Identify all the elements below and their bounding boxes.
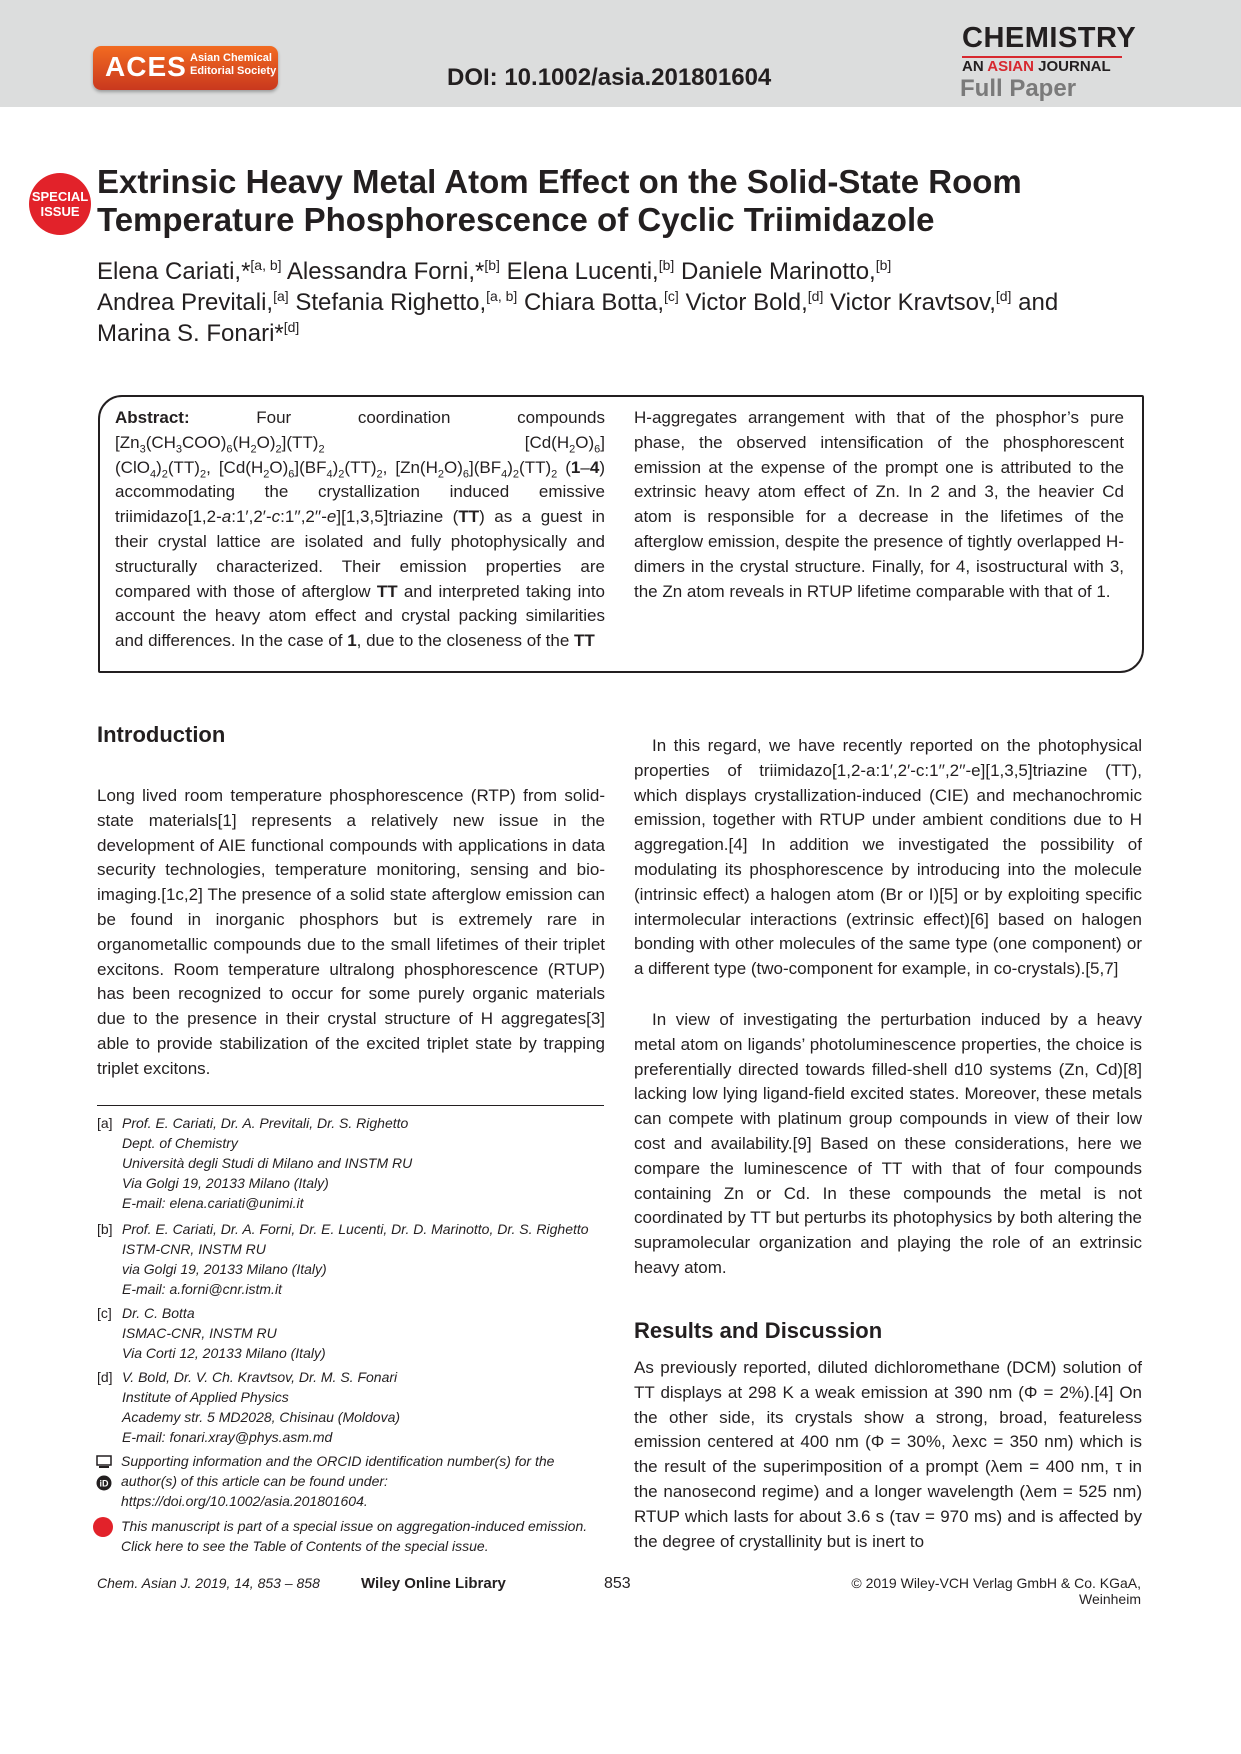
supporting-info-note: Supporting information and the ORCID identification number(s) for the author(s) of this article can be found under: https://doi.org/10.1002/asia.201801604. <box>121 1453 555 1509</box>
right-paragraph-3: As previously reported, diluted dichloromethane (DCM) solution of TT displays at 298 K a weak emission at 390 nm (Φ = 2%).[4] On the other side, its crystals show a strong, broad, featureless emission centered at 400 nm (Φ = 30%, λexc = 350 nm) which is the result of the superimposition of a prompt (λem = 400 nm, τ in the nanosecond regime) and a longer wavelength (λem = 525 nm) RTUP which lasts for about 3.6 s (τav = 970 ms) and is affected by the degree of crystallinity but is inert to <box>634 1358 1142 1551</box>
right-paragraph-1: In this regard, we have recently reported on the photophysical properties of triimidazo[1,2-a:1′,2′-c:1′′,2′′-e][1,3,5]triazine (TT), which displays crystallization-induced (CIE) and mechanochromic emission, together with RTUP under ambient conditions due to H aggregation.[4] In addition we investigated the possibility of modulating its phosphorescence by introducing into the molecule (intrinsic effect) a halogen atom (Br or I)[5] or by exploiting specific intermolecular interactions (extrinsic effect)[6] based on halogen bonding with other molecules of the same type (one component) or a different type (two-component for example, in co-crystals).[5,7] <box>634 736 1142 979</box>
author-list: Elena Cariati,*[a, b] Alessandra Forni,*[b] Elena Lucenti,[b] Daniele Marinotto,[b] Andrea Previtali,[a] Stefania Righetto,[a, b] Chiara Botta,[c] Victor Bold,[d] Victor Kravtsov,[d] and Marina S. Fonari*[d] <box>97 257 1059 347</box>
page-number: 853 <box>604 1575 631 1592</box>
affiliation-d: [d] V. Bold, Dr. V. Ch. Kravtsov, Dr. M. S. Fonari Institute of Applied Physics Academy str. 5 MD2028, Chisinau (Moldova) E-mail: fonari.xray@phys.asm.md <box>97 1367 607 1447</box>
abstract-left-column: Abstract: Four coordination compounds $[Zn_3(CH_3COO)_6(H_2O)_2](TT)_2$ $[Cd(H_2O)_6](ClO_4)_2(TT)_2$, $[Cd(H_2O)_6](BF_4)_2(TT)_2$, $[Zn(H_2O)_6](BF_4)_2(TT)_2$ (1–4) accommodating the crystallization induced emissive triimidazo[1,2-a:1′,2′-c:1′′,2′′-e][1,3,5]triazine (TT) as a guest in their crystal lattice are isolated and fully photophysically and structurally characterized. Their emission properties are compared with those of afterglow TT and interpreted taking into account the heavy atom effect and crystal packing similarities and differences. In the case of 1, due to the closeness of the TT <box>115 408 606 651</box>
intro-paragraph: Long lived room temperature phosphorescence (RTP) from solid-state materials[1] represents a relatively new issue in the development of AIE functional compounds with applications in data security technologies, temperature monitoring, sensing and bio-imaging.[1c,2] The presence of a solid state afterglow emission can be found in inorganic phosphors but is extremely rare in organometallic compounds due to the small lifetimes of their triplet excitons. Room temperature ultralong phosphorescence (RTUP) has been recognized to occur for some purely organic materials due to the presence in their crystal structure of H aggregates[3] able to provide stabilization of the excited triplet state by trapping triplet excitons. <box>97 786 605 1078</box>
results-heading: Results and Discussion <box>634 1318 883 1343</box>
svg-text:iD: iD <box>99 1478 109 1489</box>
doi[interactable]: DOI: 10.1002/asia.201801604 <box>447 64 772 91</box>
aces-logo-word: ACES <box>105 51 187 82</box>
email-link[interactable]: E-mail: a.forni@cnr.istm.it <box>122 1281 282 1297</box>
affiliation-divider <box>97 1105 604 1106</box>
journal-title: CHEMISTRY <box>962 22 1137 54</box>
journal-subtitle: AN ASIAN JOURNAL <box>962 58 1111 75</box>
special-issue-badge[interactable]: SPECIAL ISSUE <box>29 173 91 235</box>
affiliation-c: [c] Dr. C. Botta ISMAC-CNR, INSTM RU Via Corti 12, 20133 Milano (Italy) <box>97 1305 326 1361</box>
aces-logo-subtitle: Asian Chemical Editorial Society <box>190 52 277 77</box>
email-link[interactable]: E-mail: elena.cariati@unimi.it <box>122 1195 304 1211</box>
footer-library[interactable]: Wiley Online Library <box>361 1575 506 1592</box>
aces-logo[interactable] <box>93 46 278 90</box>
email-link[interactable]: E-mail: fonari.xray@phys.asm.md <box>122 1429 333 1445</box>
affiliation-b: [b] Prof. E. Cariati, Dr. A. Forni, Dr. E. Lucenti, Dr. D. Marinotto, Dr. S. Righetto ISTM-CNR, INSTM RU via Golgi 19, 20133 Milano (Italy) E-mail: a.forni@cnr.istm.it <box>97 1219 607 1299</box>
abstract-right-column: H-aggregates arrangement with that of the phosphor’s pure phase, the observed intensification of the phosphorescent emission at the expense of the prompt one is attributed to the extrinsic heavy atom effect of Zn. In 2 and 3, the heavier Cd atom is responsible for a decrease in the lifetimes of the afterglow emission, despite the presence of tightly overlapped H-dimers in the crystal structure. Finally, for 4, isostructural with 3, the Zn atom reveals in RTUP lifetime comparable with that of 1. <box>634 408 1124 601</box>
special-issue-note: This manuscript is part of a special issue on aggregation-induced emission. Click here to see the Table of Contents of the special issue. <box>121 1518 588 1554</box>
intro-heading: Introduction <box>97 722 226 747</box>
article-title: Extrinsic Heavy Metal Atom Effect on the Solid-State Room Temperature Phosphorescence of Cyclic Triimidazole <box>97 163 1022 238</box>
footer-copyright: © 2019 Wiley-VCH Verlag GmbH & Co. KGaA, Weinheim <box>851 1575 1141 1607</box>
affiliation-a: [a] Prof. E. Cariati, Dr. A. Previtali, Dr. S. Righetto Dept. of Chemistry Università degli Studi di Milano and INSTM RU Via Golgi 19, 20133 Milano (Italy) E-mail: elena.cariati@unimi.it <box>97 1113 607 1213</box>
paper-type: Full Paper <box>960 75 1077 102</box>
footer-citation: Chem. Asian J. 2019, 14, 853 – 858 <box>97 1575 320 1591</box>
right-paragraph-2: In view of investigating the perturbation induced by a heavy metal atom on ligands’ photoluminescence properties, the choice is preferentially directed towards filled-shell d10 systems (Zn, Cd)[8] lacking low lying ligand-field excited states. Moreover, these metals can compete with platinum group compounds in view of their low cost and availability.[9] Based on these considerations, here we compare the luminescence of TT with that of four compounds containing Zn or Cd. In these compounds the metal is not coordinated by TT but perturbs its photophysics by both altering the supramolecular organization and playing the role of an extrinsic heavy atom. <box>634 1010 1142 1277</box>
